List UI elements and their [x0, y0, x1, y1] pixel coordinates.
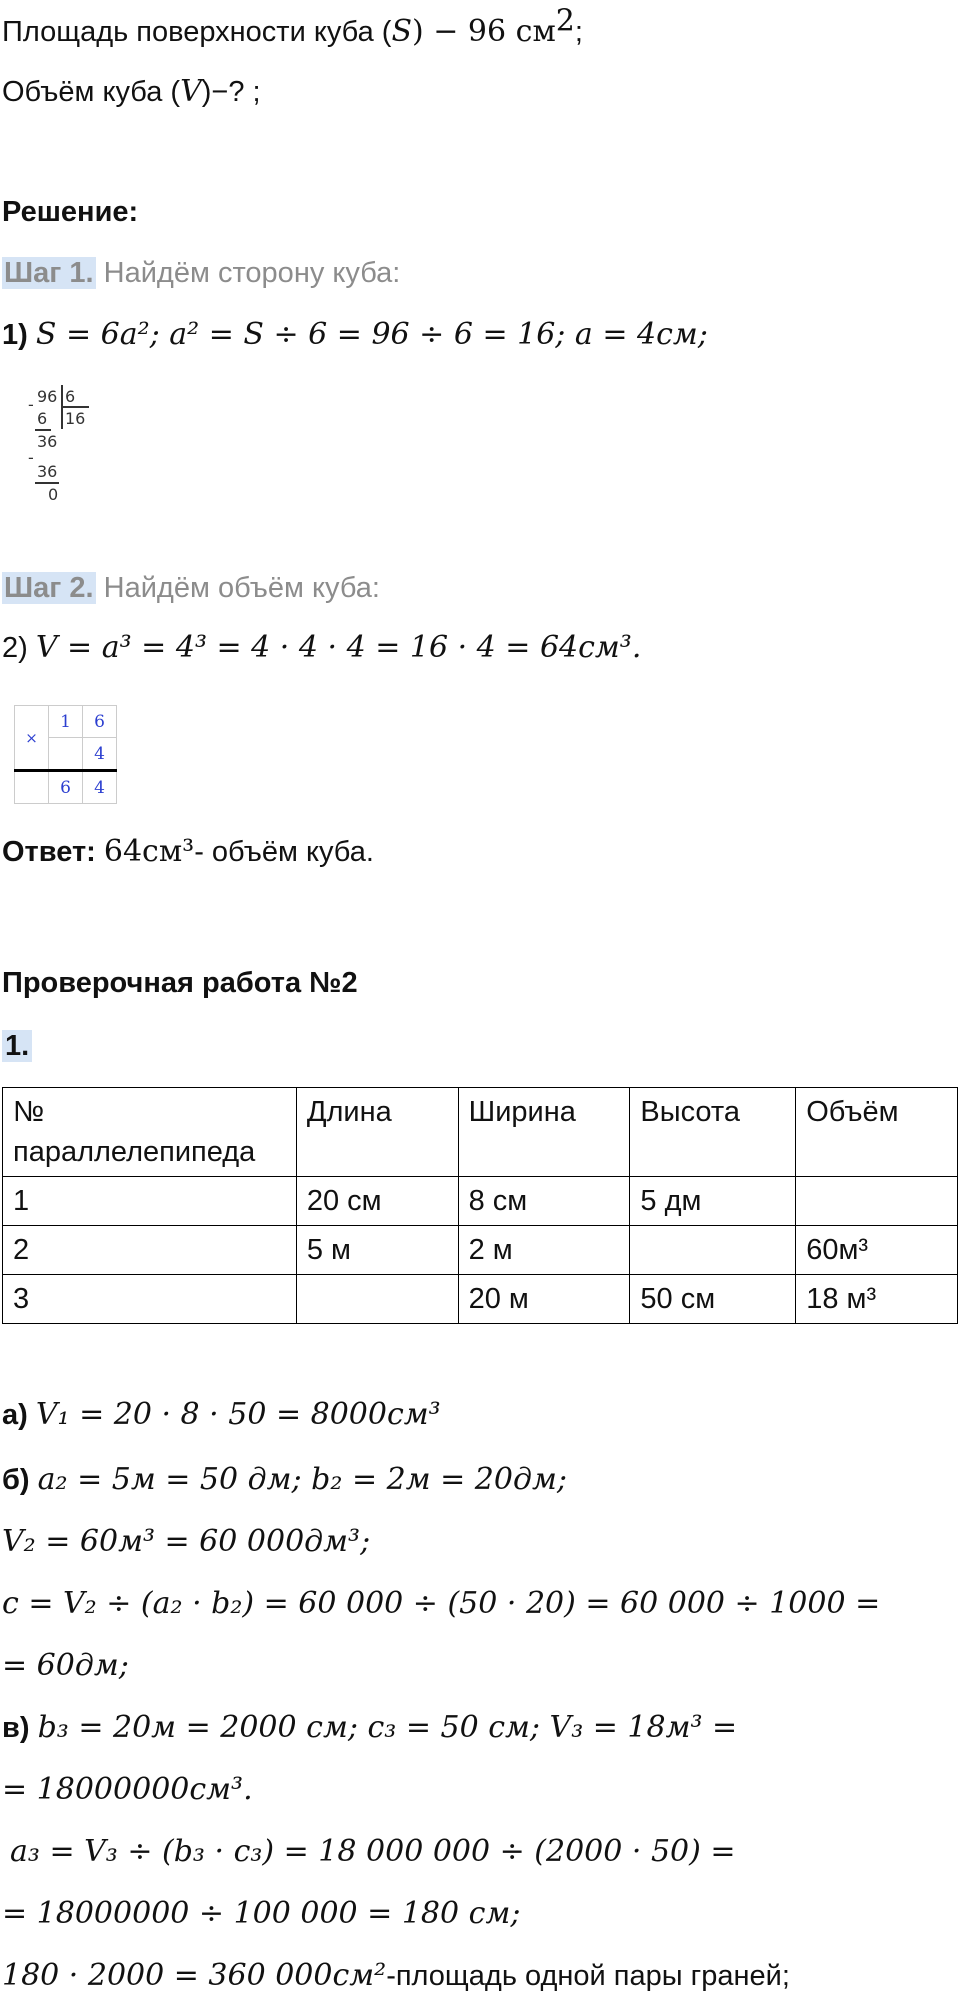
- given-volume-prefix: Объём куба (: [2, 76, 181, 108]
- table-cell: 8 см: [458, 1177, 630, 1226]
- mgrid-cell: [15, 771, 49, 804]
- solution-v-5: [2, 1956, 790, 1996]
- step2-text: Найдём объём куба:: [103, 572, 380, 604]
- table-cell: 20 м: [458, 1275, 630, 1324]
- step1-formula: S = 6a²; a² = S ÷ 6 = 96 ÷ 6 = 16; a = 4см;: [35, 317, 708, 352]
- solution-a: [2, 1395, 441, 1435]
- solution-b-4: [2, 1646, 129, 1686]
- ldiv-sub2: 36: [37, 462, 58, 481]
- mgrid-row-3: [15, 771, 117, 804]
- answer-label: Ответ:: [2, 836, 96, 868]
- answer-text: - объём куба.: [194, 836, 374, 868]
- given-surface-prefix: Площадь поверхности куба (: [2, 16, 392, 48]
- task-number-line: [2, 1026, 32, 1066]
- table-header-cell: Высота: [630, 1088, 796, 1177]
- ldiv-line-2: [35, 482, 59, 484]
- table-cell: 2: [3, 1226, 297, 1275]
- mgrid-row-1: [15, 706, 117, 738]
- step2-num: 2): [2, 632, 28, 664]
- ldiv-minus-1: -: [28, 395, 34, 414]
- step1-text: Найдём сторону куба:: [103, 257, 401, 289]
- table-cell: [796, 1177, 958, 1226]
- ldiv-dividend: 96: [37, 387, 58, 406]
- solution-v-4: [2, 1894, 520, 1934]
- solution-v-1: [2, 1708, 737, 1748]
- mgrid-cell: 1: [49, 706, 83, 738]
- given-volume: [2, 72, 261, 112]
- long-division: [28, 385, 108, 535]
- solution-v-formula-1: b₃ = 20м = 2000 см; c₃ = 50 см; V₃ = 18м³ =: [37, 1710, 738, 1745]
- answer-line: [2, 832, 374, 872]
- solution-v-2: [2, 1770, 253, 1810]
- ldiv-sub1: 6: [37, 409, 48, 428]
- table-cell: 2 м: [458, 1226, 630, 1275]
- step1-formula-line: [2, 315, 708, 355]
- given-surface: Площадь поверхности куба (S) − 96 $см^2$;: [2, 3, 583, 49]
- solution-b-3: [2, 1584, 880, 1624]
- answer-value: 64см³: [103, 834, 195, 869]
- step2-label: Шаг 2.: [4, 572, 94, 604]
- step1-num: 1): [2, 319, 28, 351]
- ldiv-rem2: 0: [48, 485, 59, 504]
- ldiv-quotient: 16: [65, 409, 86, 428]
- ldiv-divisor-line: [63, 406, 89, 408]
- table-cell: [630, 1226, 796, 1275]
- given-surface-value: ) − 96 см: [412, 14, 556, 49]
- table-header-cell: № параллелепипеда: [3, 1088, 297, 1177]
- table-cell: 5 м: [296, 1226, 458, 1275]
- mgrid-cell: [49, 738, 83, 771]
- multiplication-grid: [14, 705, 117, 804]
- work2-heading: Проверочная работа №2: [2, 967, 358, 999]
- solution-b-label: б): [2, 1464, 30, 1496]
- solution-b-2: [2, 1522, 370, 1562]
- mgrid-cell: 4: [83, 738, 117, 771]
- mgrid-cell: 6: [49, 771, 83, 804]
- ldiv-divisor: 6: [65, 387, 76, 406]
- step2-formula-line: [2, 628, 641, 668]
- ldiv-rem1: 36: [37, 432, 58, 451]
- table-header-row: [3, 1088, 958, 1177]
- table-row: [3, 1275, 958, 1324]
- table-row: [3, 1177, 958, 1226]
- data-table: [2, 1087, 958, 1324]
- solution-v-text-5: -площадь одной пары граней;: [386, 1960, 790, 1992]
- given-volume-suffix: )−? ;: [201, 76, 261, 108]
- solution-b-1: [2, 1460, 567, 1500]
- given-surface-end: ;: [574, 16, 583, 48]
- ldiv-line-1: [35, 429, 51, 431]
- solution-heading: Решение:: [2, 196, 139, 228]
- mgrid-cell: 6: [83, 706, 117, 738]
- step2-header: [2, 568, 380, 608]
- ldiv-minus-2: -: [28, 448, 34, 467]
- table-row: [3, 1226, 958, 1275]
- solution-b-formula-3: c = V₂ ÷ (a₂ · b₂) = 60 000 ÷ (50 · 20) = 60 000 ÷ 1000 =: [2, 1586, 881, 1621]
- table-cell: 20 см: [296, 1177, 458, 1226]
- mgrid-sign: ×: [15, 706, 49, 771]
- solution-b-formula-2: V₂ = 60м³ = 60 000дм³;: [2, 1524, 371, 1559]
- solution-a-label: а): [2, 1399, 28, 1431]
- table-cell: 1: [3, 1177, 297, 1226]
- step2-formula: V = a³ = 4³ = 4 · 4 · 4 = 16 · 4 = 64см³.: [35, 630, 642, 665]
- table-header-cell: Длина: [296, 1088, 458, 1177]
- table-header-cell: Ширина: [458, 1088, 630, 1177]
- solution-b-formula-4: = 60дм;: [2, 1648, 129, 1683]
- solution-v-formula-2: = 18000000см³.: [2, 1772, 253, 1807]
- table-header-cell: Объём: [796, 1088, 958, 1177]
- table-cell: 5 дм: [630, 1177, 796, 1226]
- table-cell: [296, 1275, 458, 1324]
- table-cell: 60м³: [796, 1226, 958, 1275]
- solution-b-formula-1: a₂ = 5м = 50 дм; b₂ = 2м = 20дм;: [37, 1462, 567, 1497]
- solution-v-formula-3: a₃ = V₃ ÷ (b₃ · c₃) = 18 000 000 ÷ (2000 · 50) =: [10, 1834, 736, 1869]
- step1-label: Шаг 1.: [4, 257, 94, 289]
- var-s: S: [391, 14, 413, 49]
- task-number: 1.: [2, 1030, 32, 1062]
- solution-v-formula-5: 180 · 2000 = 360 000см²: [2, 1958, 387, 1993]
- solution-v-3: [10, 1832, 736, 1872]
- solution-a-formula: V₁ = 20 · 8 · 50 = 8000см³: [35, 1397, 441, 1432]
- mgrid-cell: 4: [83, 771, 117, 804]
- table-cell: 3: [3, 1275, 297, 1324]
- solution-v-label: в): [2, 1712, 30, 1744]
- step1-header: [2, 253, 400, 293]
- solution-v-formula-4: = 18000000 ÷ 100 000 = 180 см;: [2, 1896, 521, 1931]
- var-v: V: [180, 74, 202, 109]
- table-cell: 50 см: [630, 1275, 796, 1324]
- table-cell: 18 м³: [796, 1275, 958, 1324]
